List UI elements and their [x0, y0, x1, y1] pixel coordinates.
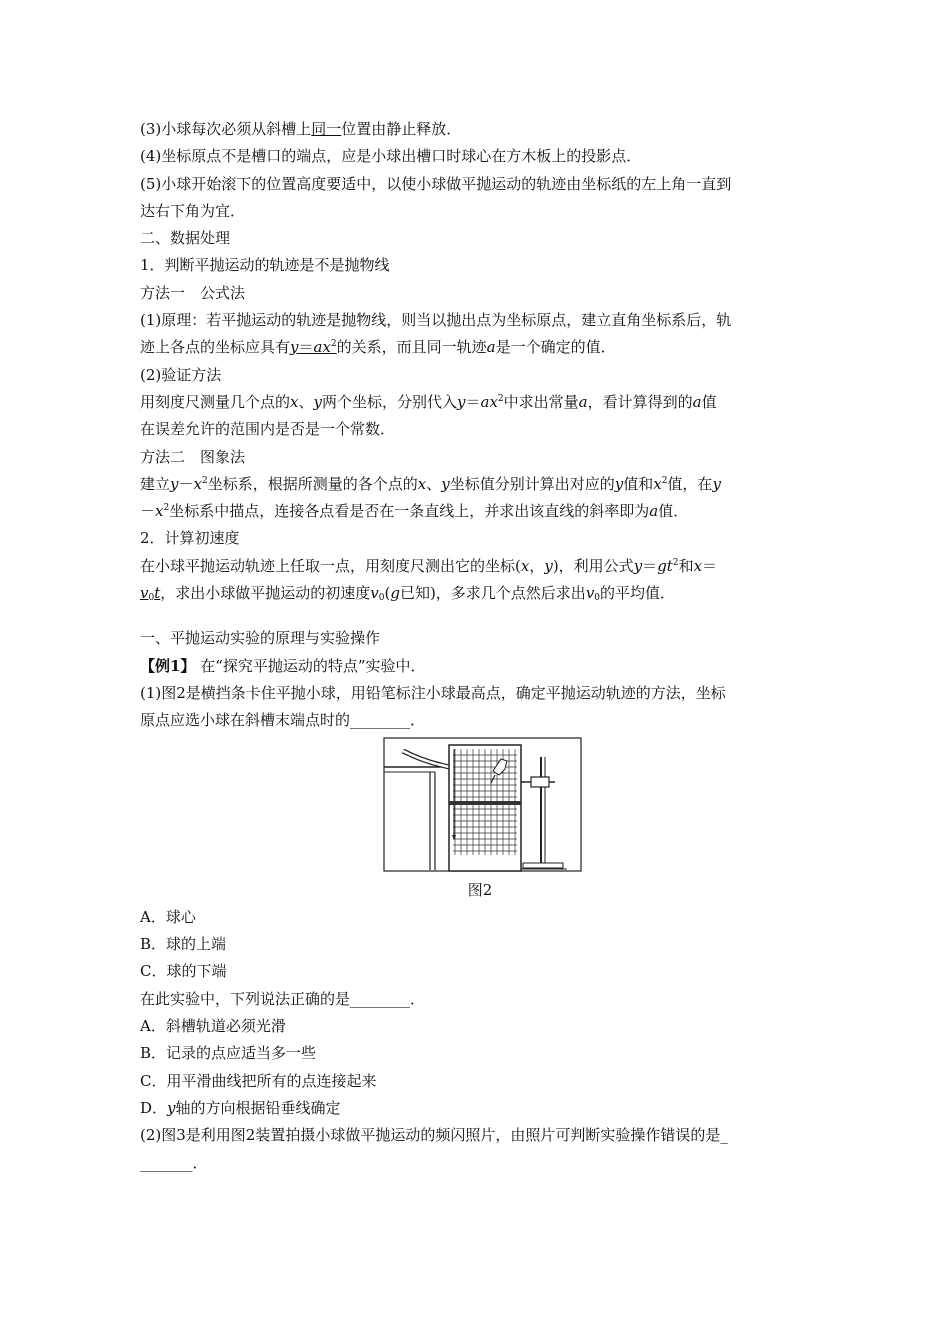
text-line	[140, 471, 820, 498]
math-var: t	[154, 584, 161, 603]
text-line	[140, 580, 820, 607]
text: 已知)，多求几个点然后求出	[399, 584, 586, 603]
text: 的关系，而且同一轨迹	[336, 338, 487, 357]
text-line: (2)验证方法	[140, 365, 222, 384]
figure-2	[140, 737, 820, 877]
text: 值．	[658, 502, 689, 521]
text: 和	[678, 556, 694, 575]
text-line	[140, 334, 820, 361]
underlined-text: 同一	[311, 120, 342, 138]
figure-caption: 图2	[467, 880, 493, 899]
math-var: x	[193, 474, 202, 493]
math-var: a	[649, 502, 659, 521]
formula-y-ax2	[290, 338, 337, 356]
text-line: (1)图2是横挡条卡住平抛小球，用铅笔标注小球最高点，确定平抛运动轨迹的方法，坐标	[140, 683, 726, 702]
document-page	[140, 116, 820, 1177]
option-a: A．斜槽轨道必须光滑	[140, 1017, 286, 1036]
option-c: C．用平滑曲线把所有的点连接起来	[140, 1071, 377, 1090]
text: 值	[701, 392, 717, 411]
math-sub: 0	[378, 593, 385, 604]
text-line: 达右下角为宜．	[140, 201, 246, 220]
example-label: 【例1】	[140, 656, 196, 675]
math-var: a	[486, 338, 496, 357]
text: 在小球平抛运动轨迹上任取一点，用刻度尺测出它的坐标(	[140, 556, 521, 575]
text: )，利用公式	[552, 556, 634, 575]
math-var: ax	[480, 392, 498, 411]
math-var: x	[417, 474, 427, 493]
section-heading: 二、数据处理	[140, 229, 231, 248]
text: 建立	[140, 474, 171, 493]
text-line	[140, 553, 820, 580]
math-var: x	[155, 502, 164, 521]
math-var: t	[666, 556, 673, 575]
text: 的平均值．	[600, 584, 676, 603]
math-var: y	[313, 392, 322, 411]
math-sup: 2	[672, 557, 679, 568]
text-line: (5)小球开始滚下的位置高度要适中，以使小球做平抛运动的轨迹由坐标纸的左上角一直到	[140, 174, 732, 193]
math-var: y	[633, 556, 643, 575]
math-var: x	[653, 474, 662, 493]
question-text: _______．	[140, 1153, 208, 1172]
math-sup: 2	[330, 339, 337, 350]
subsection-heading: 2．计算初速度	[140, 529, 240, 548]
method-heading: 方法一 公式法	[140, 283, 246, 302]
math-var: y	[614, 474, 624, 493]
text-line: 原点应选小球在斜槽末端点时的________．	[140, 711, 426, 730]
text: D．	[140, 1098, 168, 1117]
spacer	[140, 607, 820, 625]
text: (	[384, 584, 391, 603]
math-var: y	[441, 474, 450, 493]
method-heading: 方法二 图象法	[140, 447, 246, 466]
text: 轴的方向根据铅垂线确定	[175, 1098, 341, 1117]
math-var: y	[544, 556, 553, 575]
subsection-heading: 1．判断平抛运动的轨迹是不是抛物线	[140, 256, 390, 275]
math-sup: 2	[497, 393, 504, 404]
math-var: x	[520, 556, 530, 575]
math-var: y	[712, 474, 721, 493]
text: 中求出常量	[503, 392, 579, 411]
apparatus-diagram	[383, 737, 583, 873]
text: 值，在	[667, 474, 713, 493]
text: 用刻度尺测量几个点的	[140, 392, 291, 411]
math-var: v	[585, 584, 595, 603]
math-var: v	[370, 584, 379, 603]
example-title	[140, 653, 820, 680]
math-sub: 0	[594, 593, 601, 604]
text: ，求出小球做平抛运动的初速度	[160, 584, 371, 603]
text: ，	[529, 556, 545, 575]
math-sub: 0	[148, 593, 155, 604]
text: 、	[298, 392, 314, 411]
option-a: A．球心	[140, 907, 196, 926]
math-var: y	[290, 338, 299, 357]
math-var: g	[390, 584, 400, 603]
math-var: x	[290, 392, 299, 411]
option-c: C．球的下端	[140, 962, 227, 981]
option-b: B．球的上端	[140, 935, 227, 954]
text: 坐标系中描点，连接各点看是否在一条直线上，并求出该直线的斜率即为	[169, 502, 650, 521]
text: 坐标系，根据所测量的各个点的	[207, 474, 418, 493]
math-op: ＝	[298, 338, 314, 357]
text-line	[140, 116, 820, 143]
math-op: －	[178, 474, 194, 493]
math-sup: 2	[661, 475, 668, 486]
math-op: ＝	[702, 556, 718, 575]
text: 迹上各点的坐标应具有	[140, 338, 291, 357]
math-op: ＝	[642, 556, 658, 575]
math-var: v	[140, 584, 149, 603]
formula-v0t	[140, 584, 160, 602]
math-var: g	[657, 556, 667, 575]
text: (3)小球每次必须从斜槽上	[140, 120, 312, 138]
question-text: 在此实验中，下列说法正确的是________．	[140, 989, 426, 1008]
math-op: －	[140, 502, 156, 521]
text-line	[140, 389, 820, 416]
text: 、	[426, 474, 442, 493]
text-line: 在误差允许的范围内是否是一个常数．	[140, 420, 396, 439]
option-b: B．记录的点应适当多一些	[140, 1044, 317, 1063]
math-var: x	[693, 556, 703, 575]
text-line: (1)原理：若平抛运动的轨迹是抛物线，则当以抛出点为坐标原点，建立直角坐标系后，轨	[140, 311, 732, 330]
math-sup: 2	[163, 503, 170, 514]
math-sup: 2	[201, 475, 208, 486]
text-line	[140, 498, 820, 525]
text: 在“探究平抛运动的特点”实验中．	[200, 656, 426, 675]
math-var: y	[457, 392, 466, 411]
math-var: a	[578, 392, 588, 411]
text: 坐标值分别计算出对应的	[449, 474, 615, 493]
text-line: (4)坐标原点不是槽口的端点，应是小球出槽口时球心在方木板上的投影点．	[140, 147, 642, 166]
math-var: y	[167, 1098, 176, 1117]
text: 值和	[623, 474, 654, 493]
section-heading: 一、平抛运动实验的原理与实验操作	[140, 629, 381, 648]
question-text: (2)图3是利用图2装置拍摄小球做平抛运动的频闪照片，由照片可判断实验操作错误的是_	[140, 1126, 728, 1145]
option-d	[140, 1095, 820, 1122]
text: 两个坐标，分别代入	[321, 392, 457, 411]
text: 位置由静止释放．	[341, 120, 462, 138]
text: ，看计算得到的	[587, 392, 693, 411]
text: 是一个确定的值．	[495, 338, 616, 357]
math-var: a	[692, 392, 702, 411]
math-op: ＝	[465, 392, 481, 411]
math-var: ax	[313, 338, 331, 357]
math-var: y	[170, 474, 179, 493]
